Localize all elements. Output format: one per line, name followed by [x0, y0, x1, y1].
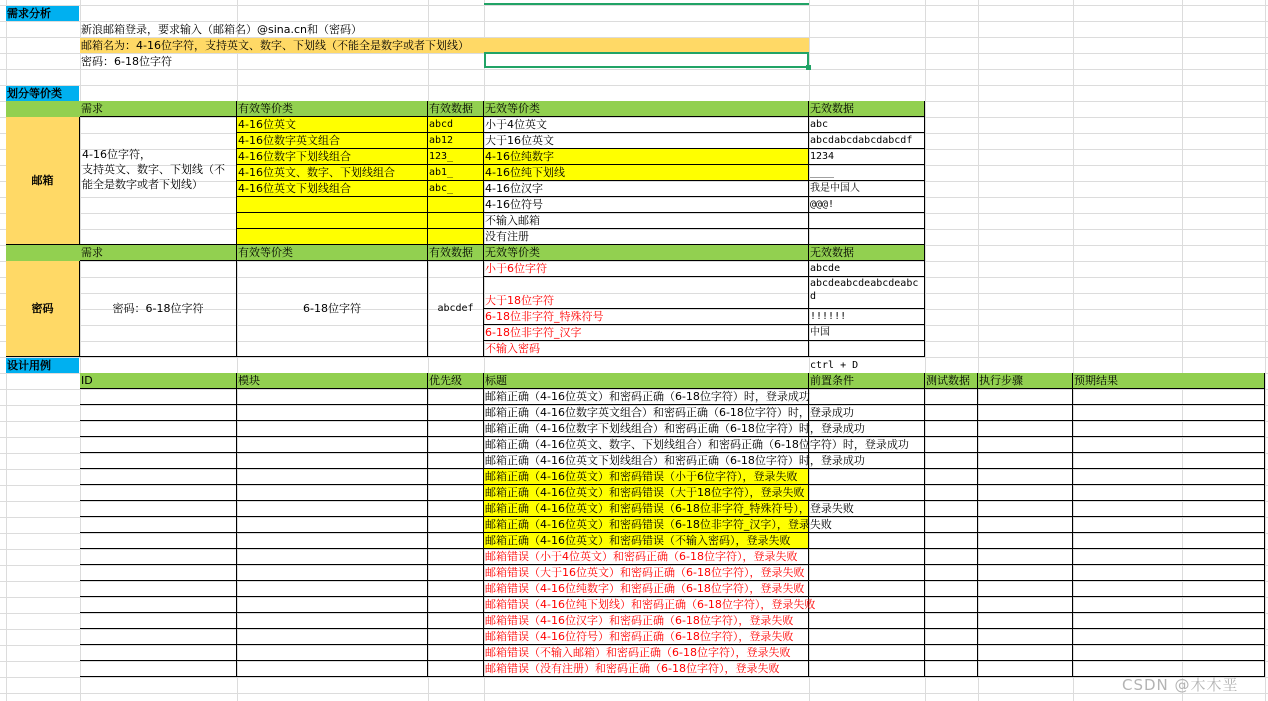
email-invalid-class[interactable]: 没有注册: [484, 229, 809, 245]
case-precondition-cell[interactable]: [809, 613, 925, 629]
case-test-data-cell[interactable]: [925, 469, 978, 485]
email-label[interactable]: 邮箱: [6, 117, 80, 245]
case-test-data-cell[interactable]: [925, 485, 978, 501]
case-precondition-cell[interactable]: [809, 629, 925, 645]
case-test-data-cell[interactable]: [925, 661, 978, 677]
case-module-cell[interactable]: [237, 581, 428, 597]
case-title[interactable]: 邮箱正确（4-16位英文）和密码错误（6-18位非字符_汉字），登录失败: [485, 518, 832, 531]
case-expected-cell[interactable]: [1073, 581, 1265, 597]
password-invalid-class[interactable]: 小于6位字符: [484, 261, 809, 277]
case-id-cell[interactable]: [80, 469, 237, 485]
case-module-cell[interactable]: [237, 661, 428, 677]
case-id-cell[interactable]: [80, 501, 237, 517]
case-id-cell[interactable]: [80, 517, 237, 533]
email-requirement[interactable]: 4-16位字符， 支持英文、数字、下划线（不能全是数字或者下划线）: [80, 117, 237, 245]
case-priority-cell[interactable]: [428, 645, 484, 661]
case-test-data-cell[interactable]: [925, 581, 978, 597]
email-invalid-data[interactable]: ____: [809, 165, 925, 181]
gridline-horizontal: [0, 693, 1268, 694]
case-expected-cell[interactable]: [1073, 453, 1265, 469]
section-label-design[interactable]: 设计用例: [6, 358, 79, 373]
case-module-cell[interactable]: [237, 565, 428, 581]
case-steps-cell[interactable]: [978, 421, 1073, 437]
case-test-data-cell[interactable]: [925, 613, 978, 629]
password-header-valid-data[interactable]: 有效数据: [428, 245, 484, 261]
case-test-data-cell[interactable]: [925, 597, 978, 613]
case-steps-cell[interactable]: [978, 533, 1073, 549]
case-precondition-cell[interactable]: [809, 597, 925, 613]
case-priority-cell[interactable]: [428, 613, 484, 629]
case-module-cell[interactable]: [237, 549, 428, 565]
case-priority-cell[interactable]: [428, 533, 484, 549]
email-invalid-data[interactable]: abcdabcdabcdabcdf: [809, 133, 925, 149]
case-test-data-cell[interactable]: [925, 549, 978, 565]
case-priority-cell[interactable]: [428, 565, 484, 581]
email-invalid-data[interactable]: [809, 213, 925, 229]
case-title[interactable]: 邮箱错误（4-16位汉字）和密码正确（6-18位字符），登录失败: [484, 613, 809, 629]
case-expected-cell[interactable]: [1073, 565, 1265, 581]
case-priority-cell[interactable]: [428, 453, 484, 469]
gridline-horizontal: [0, 85, 1268, 86]
case-title[interactable]: 邮箱错误（大于16位英文）和密码正确（6-18位字符），登录失败: [484, 565, 809, 581]
case-steps-cell[interactable]: [978, 565, 1073, 581]
email-valid-data[interactable]: abcd: [428, 117, 484, 133]
case-steps-cell[interactable]: [978, 485, 1073, 501]
shortcut-note[interactable]: ctrl + D: [810, 360, 859, 371]
password-valid-data[interactable]: abcdef: [428, 261, 484, 357]
section-label-equiv[interactable]: 划分等价类: [6, 86, 79, 101]
design-header-precondition[interactable]: 前置条件: [809, 373, 925, 389]
case-id-cell[interactable]: [80, 597, 237, 613]
case-title[interactable]: 邮箱正确（4-16位英文）和密码错误（不输入密码），登录失败: [484, 533, 809, 549]
requirement-line-2[interactable]: 邮箱名为：4-16位字符，支持英文、数字、下划线（不能全是数字或者下划线）: [80, 38, 809, 53]
case-steps-cell[interactable]: [978, 389, 1073, 405]
case-precondition-cell[interactable]: [809, 469, 925, 485]
case-test-data-cell[interactable]: [925, 453, 978, 469]
email-invalid-data[interactable]: 1234: [809, 149, 925, 165]
password-invalid-data[interactable]: [809, 341, 925, 357]
email-invalid-class[interactable]: 4-16位符号: [484, 197, 809, 213]
case-module-cell[interactable]: [237, 533, 428, 549]
email-valid-data[interactable]: [428, 213, 484, 229]
email-valid-class[interactable]: 4-16位英文下划线组合: [237, 181, 428, 197]
case-priority-cell[interactable]: [428, 421, 484, 437]
case-expected-cell[interactable]: [1073, 485, 1265, 501]
case-expected-cell[interactable]: [1073, 421, 1265, 437]
email-invalid-data[interactable]: @@@!: [809, 197, 925, 213]
case-steps-cell[interactable]: [978, 405, 1073, 421]
case-id-cell[interactable]: [80, 581, 237, 597]
case-priority-cell[interactable]: [428, 549, 484, 565]
case-precondition-cell[interactable]: [809, 565, 925, 581]
email-invalid-class[interactable]: 4-16位纯数字: [484, 149, 809, 165]
case-title[interactable]: 邮箱正确（4-16位英文）和密码错误（大于18位字符），登录失败: [484, 485, 809, 501]
case-steps-cell[interactable]: [978, 613, 1073, 629]
case-steps-cell[interactable]: [978, 453, 1073, 469]
email-valid-data[interactable]: abc_: [428, 181, 484, 197]
case-module-cell[interactable]: [237, 437, 428, 453]
password-invalid-data[interactable]: 中国: [809, 325, 925, 341]
email-header-spacer: [6, 101, 80, 117]
email-invalid-class[interactable]: 大于16位英文: [484, 133, 809, 149]
email-valid-data[interactable]: ab12: [428, 133, 484, 149]
case-expected-cell[interactable]: [1073, 533, 1265, 549]
email-invalid-data[interactable]: abc: [809, 117, 925, 133]
case-id-cell[interactable]: [80, 565, 237, 581]
design-header-module[interactable]: 模块: [237, 373, 428, 389]
password-invalid-class[interactable]: 6-18位非字符_特殊符号: [484, 309, 809, 325]
case-id-cell[interactable]: [80, 405, 237, 421]
case-priority-cell[interactable]: [428, 501, 484, 517]
case-precondition-cell[interactable]: [809, 661, 925, 677]
email-invalid-data[interactable]: 我是中国人: [809, 181, 925, 197]
case-steps-cell[interactable]: [978, 517, 1073, 533]
case-priority-cell[interactable]: [428, 629, 484, 645]
case-priority-cell[interactable]: [428, 597, 484, 613]
case-test-data-cell[interactable]: [925, 405, 978, 421]
case-id-cell[interactable]: [80, 629, 237, 645]
case-precondition-cell[interactable]: [809, 645, 925, 661]
case-priority-cell[interactable]: [428, 661, 484, 677]
case-id-cell[interactable]: [80, 421, 237, 437]
case-expected-cell[interactable]: [1073, 613, 1265, 629]
email-header-valid-data[interactable]: 有效数据: [428, 101, 484, 117]
case-module-cell[interactable]: [237, 389, 428, 405]
case-title[interactable]: 邮箱正确（4-16位英文）和密码错误（小于6位字符），登录失败: [484, 469, 809, 485]
email-valid-data[interactable]: ab1_: [428, 165, 484, 181]
case-steps-cell[interactable]: [978, 661, 1073, 677]
case-priority-cell[interactable]: [428, 581, 484, 597]
email-valid-class[interactable]: 4-16位英文、数字、下划线组合: [237, 165, 428, 181]
password-invalid-class[interactable]: 6-18位非字符_汉字: [484, 325, 809, 341]
design-header-title[interactable]: 标题: [484, 373, 809, 389]
case-priority-cell[interactable]: [428, 405, 484, 421]
design-header-test-data[interactable]: 测试数据: [925, 373, 978, 389]
case-title[interactable]: 邮箱正确（4-16位英文）和密码正确（6-18位字符）时，登录成功: [485, 390, 810, 403]
case-steps-cell[interactable]: [978, 549, 1073, 565]
password-header-invalid-data[interactable]: 无效数据: [809, 245, 925, 261]
design-header-expected[interactable]: 预期结果: [1073, 373, 1265, 389]
password-invalid-data[interactable]: abcdeabcdeabcdeabcd: [809, 277, 925, 309]
case-test-data-cell[interactable]: [925, 517, 978, 533]
email-valid-data[interactable]: [428, 229, 484, 245]
case-steps-cell[interactable]: [978, 597, 1073, 613]
password-invalid-class[interactable]: 不输入密码: [484, 341, 809, 357]
email-valid-class[interactable]: 4-16位数字下划线组合: [237, 149, 428, 165]
case-title[interactable]: 邮箱正确（4-16位英文、数字、下划线组合）和密码正确（6-18位字符）时，登录成功: [485, 438, 909, 451]
case-id-cell[interactable]: [80, 645, 237, 661]
password-invalid-data[interactable]: !!!!!!: [809, 309, 925, 325]
case-expected-cell[interactable]: [1073, 645, 1265, 661]
case-module-cell[interactable]: [237, 501, 428, 517]
gridline-horizontal: [0, 677, 1268, 678]
case-module-cell[interactable]: [237, 469, 428, 485]
password-header-spacer: [6, 245, 80, 261]
design-header-id[interactable]: ID: [80, 373, 237, 389]
email-header-valid-class[interactable]: 有效等价类: [237, 101, 428, 117]
case-id-cell[interactable]: [80, 549, 237, 565]
case-expected-cell[interactable]: [1073, 389, 1265, 405]
case-module-cell[interactable]: [237, 629, 428, 645]
case-id-cell[interactable]: [80, 437, 237, 453]
case-priority-cell[interactable]: [428, 469, 484, 485]
password-invalid-data[interactable]: abcde: [809, 261, 925, 277]
case-module-cell[interactable]: [237, 613, 428, 629]
case-title[interactable]: 邮箱正确（4-16位数字下划线组合）和密码正确（6-18位字符）时，登录成功: [485, 422, 865, 435]
email-invalid-class[interactable]: 不输入邮箱: [484, 213, 809, 229]
case-expected-cell[interactable]: [1073, 437, 1265, 453]
case-title[interactable]: 邮箱错误（小于4位英文）和密码正确（6-18位字符），登录失败: [484, 549, 809, 565]
case-test-data-cell[interactable]: [925, 565, 978, 581]
case-steps-cell[interactable]: [978, 581, 1073, 597]
design-header-priority[interactable]: 优先级: [428, 373, 484, 389]
case-expected-cell[interactable]: [1073, 405, 1265, 421]
active-cell-selection[interactable]: [484, 52, 809, 68]
case-test-data-cell[interactable]: [925, 501, 978, 517]
case-id-cell[interactable]: [80, 389, 237, 405]
gridline-horizontal: [0, 5, 1268, 6]
email-valid-data[interactable]: [428, 197, 484, 213]
password-header-invalid-class[interactable]: 无效等价类: [484, 245, 809, 261]
email-valid-class[interactable]: [237, 213, 428, 229]
case-test-data-cell[interactable]: [925, 421, 978, 437]
case-title[interactable]: 邮箱错误（4-16位纯数字）和密码正确（6-18位字符），登录失败: [484, 581, 809, 597]
section-label-requirements[interactable]: 需求分析: [6, 6, 79, 21]
case-id-cell[interactable]: [80, 485, 237, 501]
email-valid-class[interactable]: 4-16位数字英文组合: [237, 133, 428, 149]
case-priority-cell[interactable]: [428, 389, 484, 405]
case-title[interactable]: 邮箱错误（4-16位纯下划线）和密码正确（6-18位字符），登录失败: [485, 598, 816, 611]
case-title[interactable]: 邮箱正确（4-16位英文下划线组合）和密码正确（6-18位字符）时，登录成功: [485, 454, 865, 467]
email-invalid-class[interactable]: 小于4位英文: [484, 117, 809, 133]
gridline-vertical: [1265, 0, 1266, 701]
case-title[interactable]: 邮箱正确（4-16位英文）和密码错误（6-18位非字符_特殊符号），登录失败: [485, 502, 854, 515]
password-header-requirement[interactable]: 需求: [80, 245, 237, 261]
case-module-cell[interactable]: [237, 645, 428, 661]
password-label[interactable]: 密码: [6, 261, 80, 357]
case-priority-cell[interactable]: [428, 485, 484, 501]
case-test-data-cell[interactable]: [925, 437, 978, 453]
requirement-line-3[interactable]: 密码：6-18位字符: [81, 55, 172, 68]
case-priority-cell[interactable]: [428, 517, 484, 533]
case-title[interactable]: 邮箱错误（没有注册）和密码正确（6-18位字符），登录失败: [484, 661, 809, 677]
password-requirement[interactable]: 密码：6-18位字符: [80, 261, 237, 357]
email-header-requirement[interactable]: 需求: [80, 101, 237, 117]
selection-top-edge: [484, 3, 809, 5]
email-invalid-class[interactable]: 4-16位汉字: [484, 181, 809, 197]
email-valid-data[interactable]: 123_: [428, 149, 484, 165]
case-test-data-cell[interactable]: [925, 645, 978, 661]
case-steps-cell[interactable]: [978, 629, 1073, 645]
case-module-cell[interactable]: [237, 421, 428, 437]
case-expected-cell[interactable]: [1073, 517, 1265, 533]
case-precondition-cell[interactable]: [809, 533, 925, 549]
case-module-cell[interactable]: [237, 597, 428, 613]
case-steps-cell[interactable]: [978, 469, 1073, 485]
case-steps-cell[interactable]: [978, 501, 1073, 517]
case-expected-cell[interactable]: [1073, 549, 1265, 565]
gridline-horizontal: [0, 69, 1268, 70]
email-header-invalid-class[interactable]: 无效等价类: [484, 101, 809, 117]
case-expected-cell[interactable]: [1073, 597, 1265, 613]
case-module-cell[interactable]: [237, 453, 428, 469]
email-valid-class[interactable]: [237, 229, 428, 245]
email-valid-class[interactable]: 4-16位英文: [237, 117, 428, 133]
password-invalid-class[interactable]: 大于18位字符: [484, 277, 809, 309]
case-steps-cell[interactable]: [978, 437, 1073, 453]
fill-handle[interactable]: [806, 65, 811, 70]
case-test-data-cell[interactable]: [925, 533, 978, 549]
case-steps-cell[interactable]: [978, 645, 1073, 661]
case-priority-cell[interactable]: [428, 437, 484, 453]
case-expected-cell[interactable]: [1073, 469, 1265, 485]
password-header-valid-class[interactable]: 有效等价类: [237, 245, 428, 261]
requirement-line-1[interactable]: 新浪邮箱登录，要求输入（邮箱名）@sina.cn和（密码）: [81, 23, 363, 36]
email-invalid-data[interactable]: [809, 229, 925, 245]
case-module-cell[interactable]: [237, 517, 428, 533]
case-test-data-cell[interactable]: [925, 629, 978, 645]
case-expected-cell[interactable]: [1073, 501, 1265, 517]
case-precondition-cell[interactable]: [809, 549, 925, 565]
case-precondition-cell[interactable]: [809, 485, 925, 501]
case-id-cell[interactable]: [80, 533, 237, 549]
case-title[interactable]: 邮箱正确（4-16位数字英文组合）和密码正确（6-18位字符）时，登录成功: [485, 406, 854, 419]
case-title[interactable]: 邮箱错误（4-16位符号）和密码正确（6-18位字符），登录失败: [484, 629, 809, 645]
email-valid-class[interactable]: [237, 197, 428, 213]
email-invalid-class[interactable]: 4-16位纯下划线: [484, 165, 809, 181]
case-expected-cell[interactable]: [1073, 629, 1265, 645]
case-module-cell[interactable]: [237, 485, 428, 501]
case-id-cell[interactable]: [80, 661, 237, 677]
case-title[interactable]: 邮箱错误（不输入邮箱）和密码正确（6-18位字符），登录失败: [484, 645, 809, 661]
case-test-data-cell[interactable]: [925, 389, 978, 405]
case-id-cell[interactable]: [80, 613, 237, 629]
gridline-horizontal: [0, 357, 1268, 358]
email-header-invalid-data[interactable]: 无效数据: [809, 101, 925, 117]
case-id-cell[interactable]: [80, 453, 237, 469]
case-module-cell[interactable]: [237, 405, 428, 421]
design-header-steps[interactable]: 执行步骤: [978, 373, 1073, 389]
watermark: CSDN @木木垩: [1122, 676, 1239, 694]
case-precondition-cell[interactable]: [809, 581, 925, 597]
case-precondition-cell[interactable]: [809, 389, 925, 405]
password-valid-class[interactable]: 6-18位字符: [237, 261, 428, 357]
